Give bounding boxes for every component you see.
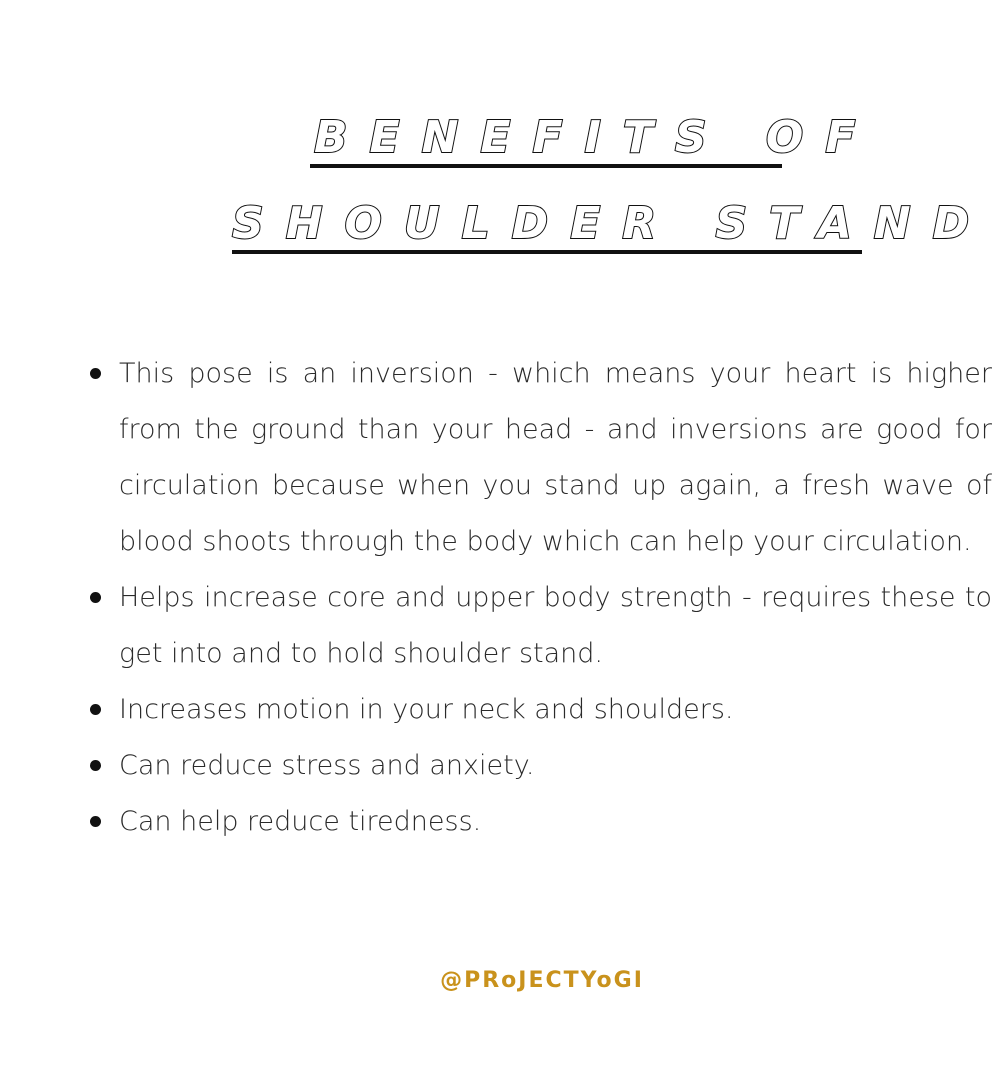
benefit-text: Can reduce stress and anxiety.	[119, 750, 535, 781]
benefit-text: Can help reduce tiredness.	[119, 806, 482, 837]
benefit-text: Helps increase core and upper body strength - requires these to get into and to hold shoulder stand.	[119, 582, 992, 669]
title-line-1: BENEFITS OF	[314, 112, 878, 163]
benefits-list	[88, 346, 992, 850]
title-underline-2	[232, 250, 862, 254]
bullet-icon	[90, 704, 101, 715]
benefit-item	[88, 682, 992, 738]
benefit-text: This pose is an inversion - which means your heart is higher from the ground than your head - and inversions are good for circulation because when you stand up again, a fresh wave of blood shoots through the body which can help your circulation.	[119, 358, 992, 557]
title-underline-1	[310, 164, 782, 168]
benefit-item	[88, 346, 992, 570]
bullet-icon	[90, 368, 101, 379]
bullet-icon	[90, 816, 101, 827]
bullet-icon	[90, 760, 101, 771]
author-handle: @PRoJECTYoGI	[440, 968, 644, 993]
benefit-text: Increases motion in your neck and shoulders.	[119, 694, 734, 725]
bullet-icon	[90, 592, 101, 603]
benefit-item	[88, 738, 992, 794]
benefit-item	[88, 570, 992, 682]
title-line-2: SHOULDER STAND	[232, 198, 992, 249]
benefit-item	[88, 794, 992, 850]
